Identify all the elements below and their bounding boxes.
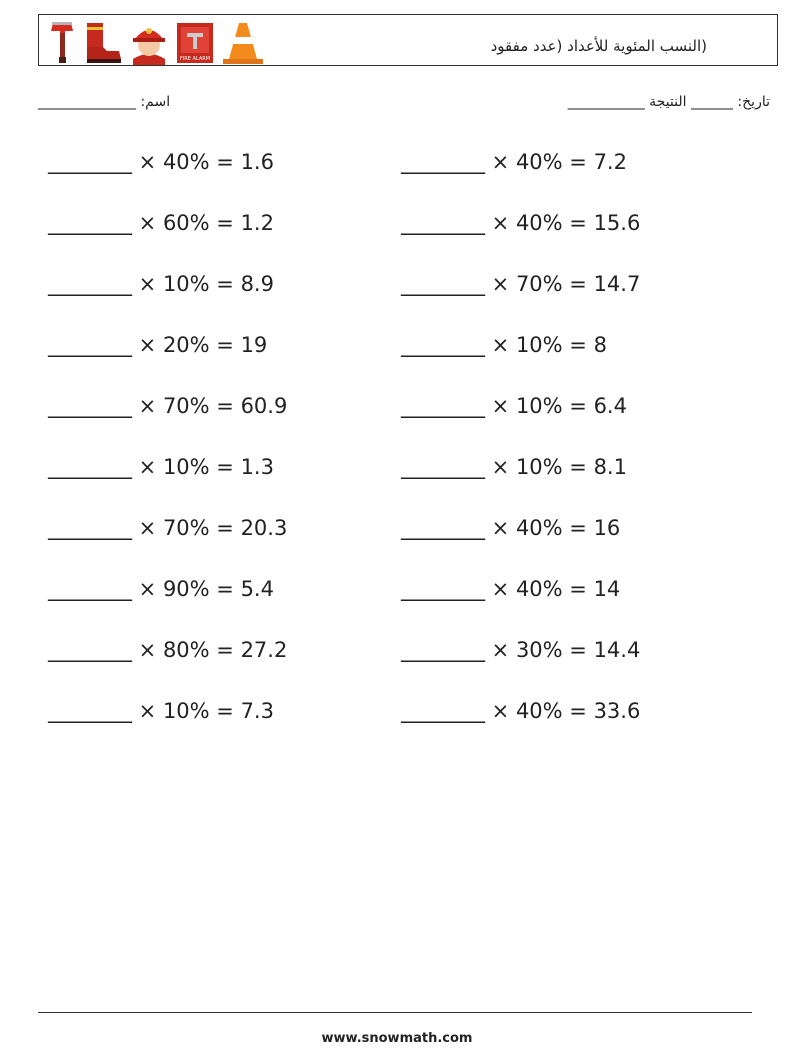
fire-alarm-icon (175, 19, 215, 65)
problem-left-10: ________ × 10% = 7.3 (48, 699, 274, 723)
worksheet-title: (النسب المئوية للأعداد (عدد مفقود (490, 37, 707, 55)
date-score-field: تاريخ: ______ النتيجة ___________ (567, 94, 770, 110)
problem-left-1: ________ × 40% = 1.6 (48, 150, 274, 174)
problem-left-5: ________ × 70% = 60.9 (48, 394, 288, 418)
problem-right-9: ________ × 30% = 14.4 (401, 638, 641, 662)
problem-right-1: ________ × 40% = 7.2 (401, 150, 627, 174)
problem-right-3: ________ × 70% = 14.7 (401, 272, 641, 296)
problem-left-3: ________ × 10% = 8.9 (48, 272, 274, 296)
svg-text:FIRE ALARM: FIRE ALARM (179, 56, 211, 62)
name-field: اسم: ______________ (38, 94, 171, 110)
problem-left-8: ________ × 90% = 5.4 (48, 577, 274, 601)
problem-right-5: ________ × 10% = 6.4 (401, 394, 627, 418)
problem-left-9: ________ × 80% = 27.2 (48, 638, 288, 662)
problem-left-4: ________ × 20% = 19 (48, 333, 268, 357)
traffic-cone-icon (221, 19, 265, 65)
problem-right-4: ________ × 10% = 8 (401, 333, 607, 357)
footer-divider (38, 1012, 752, 1013)
firefighter-icon (129, 19, 169, 65)
header-icons (49, 17, 265, 65)
problem-left-2: ________ × 60% = 1.2 (48, 211, 274, 235)
problem-right-6: ________ × 10% = 8.1 (401, 455, 627, 479)
fire-boot-icon (81, 19, 123, 65)
footer-url: www.snowmath.com (321, 1031, 473, 1046)
problem-left-6: ________ × 10% = 1.3 (48, 455, 274, 479)
problem-right-7: ________ × 40% = 16 (401, 516, 621, 540)
worksheet-header (38, 14, 778, 66)
problem-right-10: ________ × 40% = 33.6 (401, 699, 641, 723)
problem-right-8: ________ × 40% = 14 (401, 577, 621, 601)
problem-right-2: ________ × 40% = 15.6 (401, 211, 641, 235)
problem-left-7: ________ × 70% = 20.3 (48, 516, 288, 540)
fire-axe-icon (49, 19, 75, 65)
